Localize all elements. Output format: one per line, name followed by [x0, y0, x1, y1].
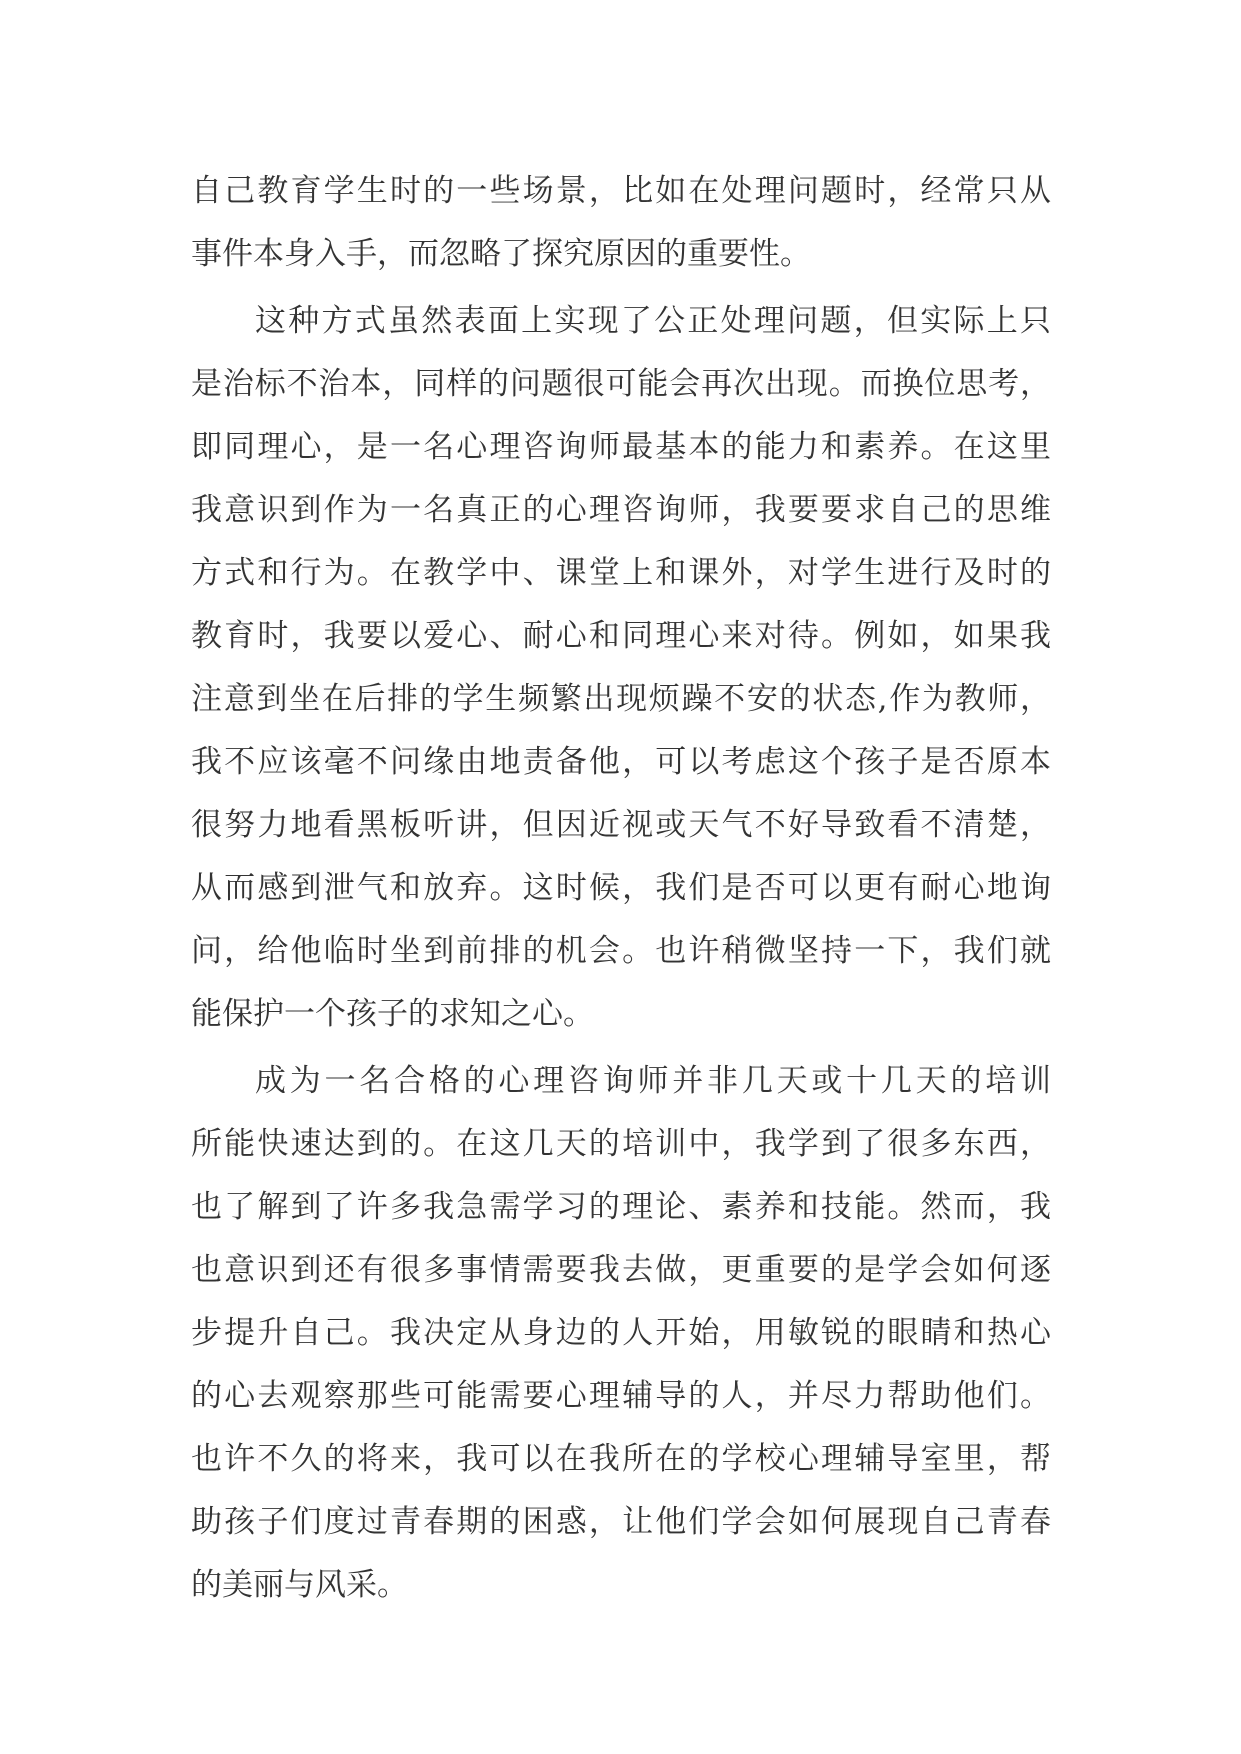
document-body — [191, 160, 1051, 1617]
text-line: 也意识到还有很多事情需要我去做，更重要的是学会如何逐 — [191, 1252, 1051, 1288]
text-line: 也了解到了许多我急需学习的理论、素养和技能。然而，我 — [191, 1189, 1051, 1225]
text-line: 我不应该毫不问缘由地责备他，可以考虑这个孩子是否原本 — [191, 744, 1051, 780]
paragraph — [191, 290, 1051, 1046]
text-line: 是治标不治本，同样的问题很可能会再次出现。而换位思考， — [191, 366, 1051, 402]
paragraph — [191, 1050, 1051, 1617]
text-line: 也许不久的将来，我可以在我所在的学校心理辅导室里，帮 — [191, 1441, 1051, 1477]
text-line: 问，给他临时坐到前排的机会。也许稍微坚持一下，我们就 — [191, 933, 1051, 969]
paragraph — [191, 160, 1051, 286]
text-line: 方式和行为。在教学中、课堂上和课外，对学生进行及时的 — [191, 555, 1051, 591]
text-line: 成为一名合格的心理咨询师并非几天或十几天的培训 — [255, 1063, 1051, 1099]
text-line: 注意到坐在后排的学生频繁出现烦躁不安的状态,作为教师， — [191, 681, 1051, 717]
text-line: 这种方式虽然表面上实现了公正处理问题，但实际上只 — [255, 303, 1051, 339]
text-line: 的心去观察那些可能需要心理辅导的人，并尽力帮助他们。 — [191, 1378, 1051, 1414]
text-line: 步提升自己。我决定从身边的人开始，用敏锐的眼睛和热心 — [191, 1315, 1051, 1351]
text-line: 很努力地看黑板听讲，但因近视或天气不好导致看不清楚， — [191, 807, 1051, 843]
text-line: 我意识到作为一名真正的心理咨询师，我要要求自己的思维 — [191, 492, 1051, 528]
text-line: 教育时，我要以爱心、耐心和同理心来对待。例如，如果我 — [191, 618, 1051, 654]
text-line: 的美丽与风采。 — [191, 1567, 408, 1603]
text-line: 助孩子们度过青春期的困惑，让他们学会如何展现自己青春 — [191, 1504, 1051, 1540]
text-line: 即同理心，是一名心理咨询师最基本的能力和素养。在这里 — [191, 429, 1051, 465]
text-line: 自己教育学生时的一些场景，比如在处理问题时，经常只从 — [191, 173, 1051, 209]
text-line: 能保护一个孩子的求知之心。 — [191, 996, 594, 1032]
text-line: 事件本身入手，而忽略了探究原因的重要性。 — [191, 236, 811, 272]
text-line: 所能快速达到的。在这几天的培训中，我学到了很多东西， — [191, 1126, 1051, 1162]
text-line: 从而感到泄气和放弃。这时候，我们是否可以更有耐心地询 — [191, 870, 1051, 906]
